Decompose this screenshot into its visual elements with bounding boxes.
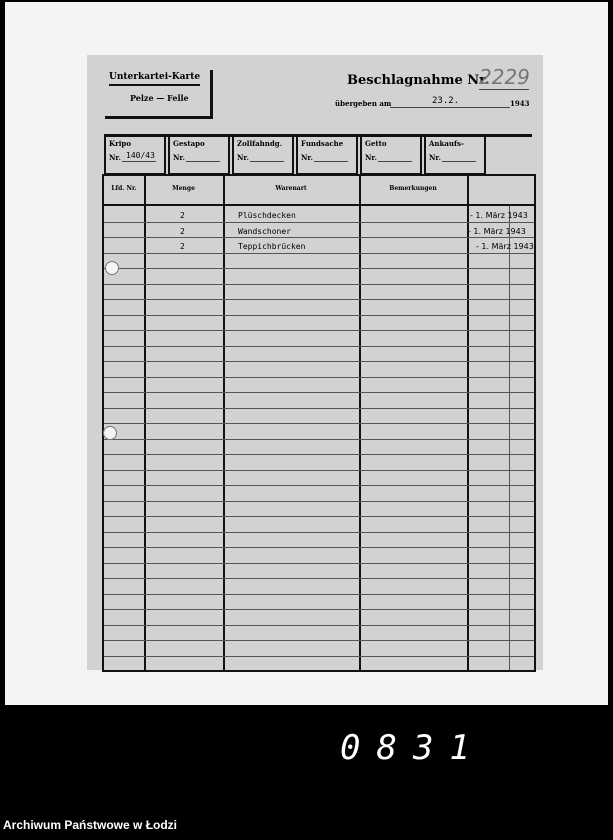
goods-type: Wandschoner (238, 226, 291, 236)
date-stamp: - 1. März 1943 (468, 226, 526, 236)
agency-field (104, 137, 166, 175)
agency-nr-line (122, 161, 156, 162)
row-line (104, 268, 534, 269)
date-stamp: - 1. März 1943 (470, 211, 528, 220)
goods-table (102, 174, 536, 672)
row-line (104, 346, 534, 347)
row-line (104, 594, 534, 595)
agency-field (360, 137, 422, 175)
agency-label: Getto (365, 139, 387, 148)
agency-nr-line (250, 161, 284, 162)
agency-nr-label: Nr. (109, 153, 121, 162)
row-line (104, 299, 534, 300)
quantity: 2 (180, 211, 185, 220)
agency-label: Kripo (109, 139, 131, 148)
row-line (104, 315, 534, 316)
row-line (104, 330, 534, 331)
row-line (104, 640, 534, 641)
header-divider (104, 204, 534, 206)
table-row (104, 224, 534, 239)
column-header: Lfd. Nr. (111, 185, 137, 192)
agency-field (296, 137, 358, 175)
card-title: Beschlagnahme Nr. (347, 73, 490, 88)
agency-label: Ankaufs- (429, 139, 464, 148)
row-line (104, 625, 534, 626)
agency-nr-line (378, 161, 412, 162)
row-line (104, 470, 534, 471)
row-line (104, 532, 534, 533)
row-line (104, 454, 534, 455)
row-line (104, 284, 534, 285)
subcard-title: Unterkartei-Karte (109, 72, 200, 86)
row-line (104, 656, 534, 657)
agency-field (424, 137, 486, 175)
given-label: übergeben am (335, 99, 392, 108)
punch-hole (103, 426, 117, 440)
row-line (104, 547, 534, 548)
row-line (104, 563, 534, 564)
seizure-number: 2229 (479, 65, 530, 89)
goods-type: Teppichbrücken (238, 242, 306, 251)
row-line (104, 423, 534, 424)
agency-nr-line (442, 161, 476, 162)
column-header: Bemerkungen (389, 185, 437, 192)
agency-nr-line (186, 161, 220, 162)
goods-type: Plüschdecken (238, 211, 296, 220)
agency-fields (104, 134, 532, 175)
agency-label: Gestapo (173, 139, 205, 148)
agency-label: Zollfahndg. (237, 139, 283, 148)
row-line (104, 501, 534, 502)
agency-field (232, 137, 294, 175)
agency-nr-label: Nr. (301, 153, 313, 162)
given-line (390, 107, 510, 108)
table-row (104, 239, 534, 254)
index-card (87, 55, 543, 670)
agency-nr-line (314, 161, 348, 162)
row-line (104, 361, 534, 362)
quantity: 2 (180, 226, 185, 236)
agency-nr-value: 140/43 (126, 151, 155, 160)
column-header: Warenart (275, 185, 307, 192)
agency-nr-label: Nr. (237, 153, 249, 162)
subcard-subtitle: Pelze — Felle (130, 93, 189, 103)
agency-field (168, 137, 230, 175)
row-line (104, 408, 534, 409)
agency-nr-label: Nr. (429, 153, 441, 162)
row-line (104, 392, 534, 393)
agency-nr-label: Nr. (365, 153, 377, 162)
row-line (104, 377, 534, 378)
punch-hole (105, 261, 119, 275)
archive-credit: Archiwum Państwowe w Łodzi (3, 818, 178, 832)
column-header: Menge (172, 185, 195, 192)
row-line (104, 609, 534, 610)
frame-number: 0831 (340, 728, 486, 768)
quantity: 2 (180, 242, 185, 251)
subcard-box (105, 70, 213, 119)
agency-nr-label: Nr. (173, 153, 185, 162)
row-line (104, 485, 534, 486)
agency-label: Fundsache (301, 139, 344, 148)
row-line (104, 578, 534, 579)
row-line (104, 516, 534, 517)
table-row (104, 208, 534, 223)
date-stamp: - 1. März 1943 (476, 242, 534, 251)
given-year: 1943 (510, 99, 530, 108)
given-date: 23.2. (432, 96, 460, 106)
row-line (104, 439, 534, 440)
